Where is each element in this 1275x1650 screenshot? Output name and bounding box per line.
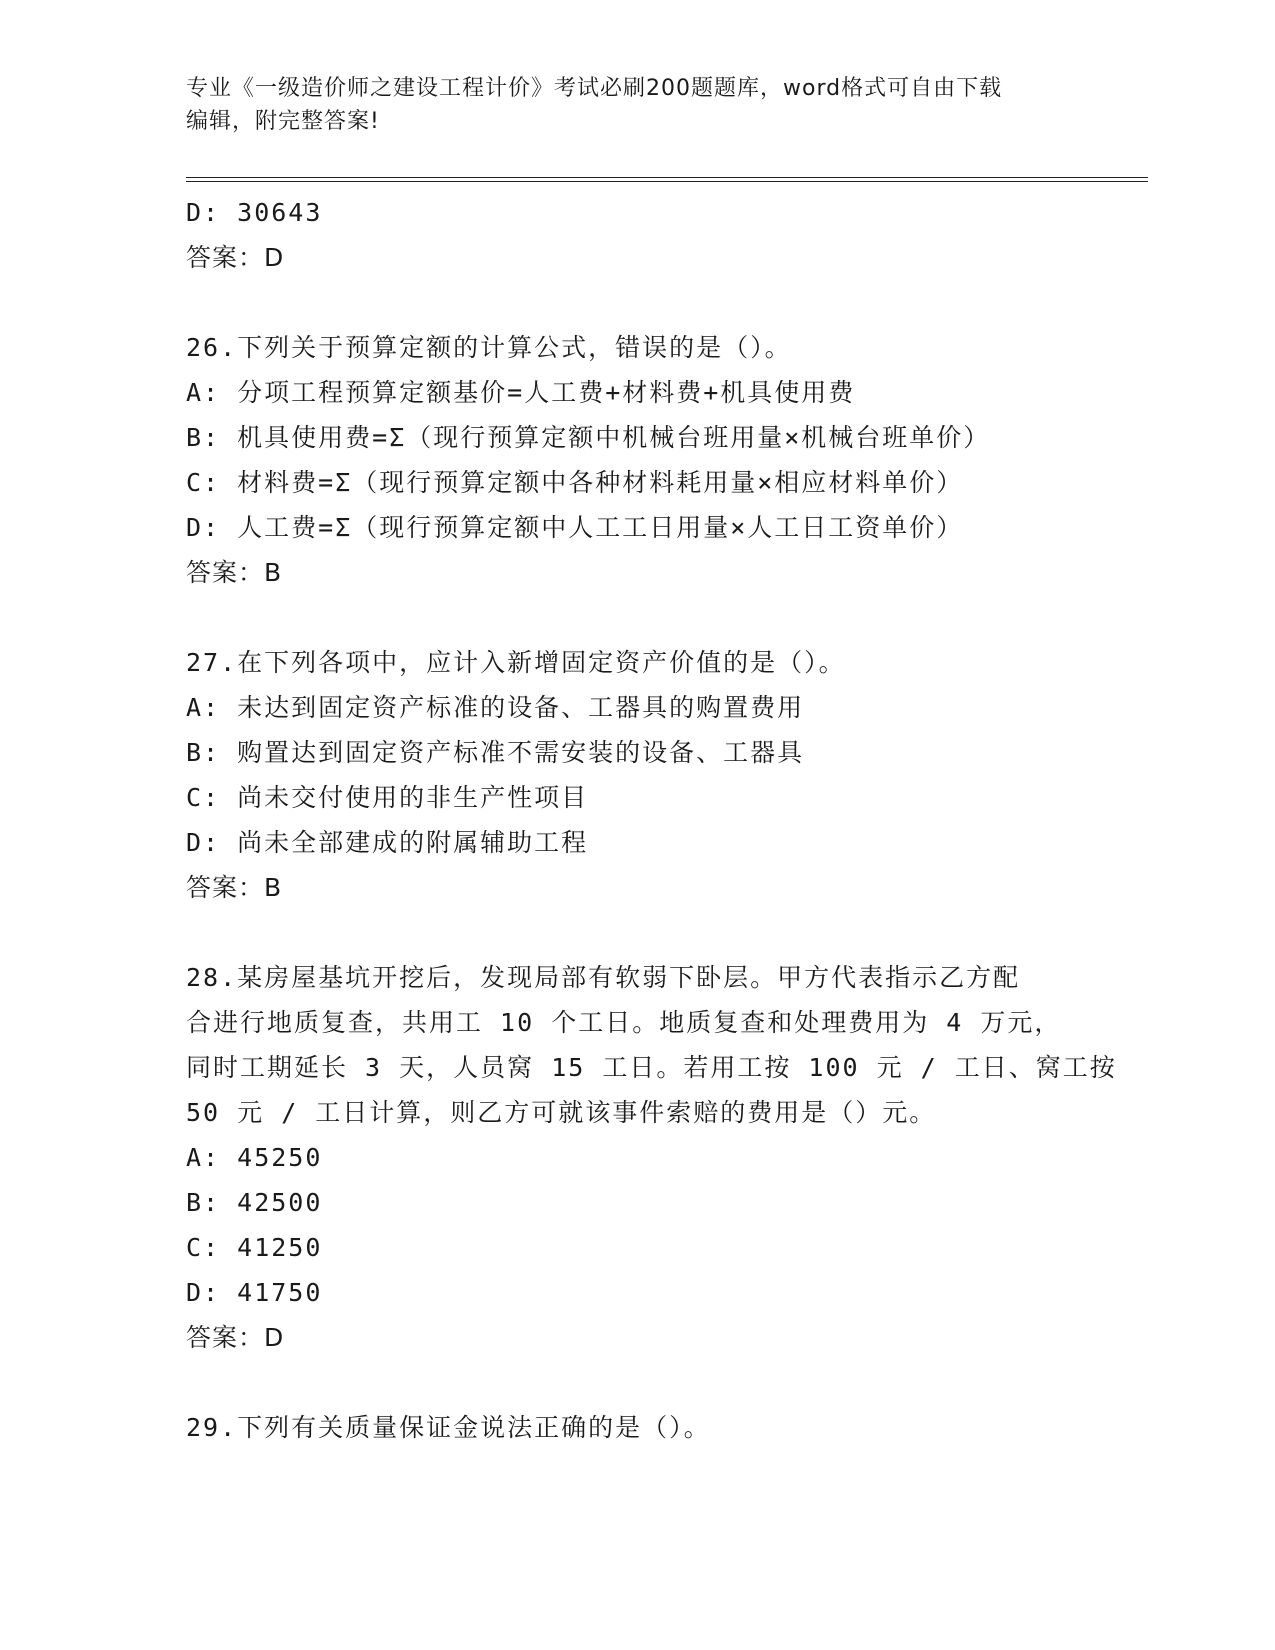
q28-question-line-1: 28.某房屋基坑开挖后，发现局部有软弱下卧层。甲方代表指示乙方配 bbox=[186, 963, 1021, 992]
q27-option-b: B: 购置达到固定资产标准不需安装的设备、工器具 bbox=[186, 738, 805, 767]
q26-answer: 答案：B bbox=[186, 558, 283, 587]
page-header bbox=[186, 72, 1086, 138]
q28-question-line-4: 50 元 / 工日计算，则乙方可就该事件索赔的费用是（）元。 bbox=[186, 1098, 937, 1127]
q26-option-c: C: 材料费=Σ（现行预算定额中各种材料耗用量×相应材料单价） bbox=[186, 468, 964, 497]
q28-option-c: C: 41250 bbox=[186, 1233, 323, 1262]
q28-question-line-3: 同时工期延长 3 天，人员窝 15 工日。若用工按 100 元 / 工日、窝工按 bbox=[186, 1053, 1117, 1082]
q27-answer: 答案：B bbox=[186, 873, 283, 902]
q27-option-c: C: 尚未交付使用的非生产性项目 bbox=[186, 783, 589, 812]
header-line-1: 专业《一级造价师之建设工程计价》考试必刷200题题库，word格式可自由下载 bbox=[186, 76, 1003, 101]
header-line-2: 编辑，附完整答案! bbox=[186, 109, 380, 134]
q27-question: 27.在下列各项中，应计入新增固定资产价值的是（）。 bbox=[186, 648, 846, 677]
question-26-block bbox=[186, 325, 1086, 595]
q26-option-a: A: 分项工程预算定额基价=人工费+材料费+机具使用费 bbox=[186, 378, 856, 407]
q28-option-b: B: 42500 bbox=[186, 1188, 323, 1217]
question-29-block bbox=[186, 1405, 1086, 1450]
q26-option-d: D: 人工费=Σ（现行预算定额中人工工日用量×人工日工资单价） bbox=[186, 513, 964, 542]
q28-option-a: A: 45250 bbox=[186, 1143, 323, 1172]
q27-option-a: A: 未达到固定资产标准的设备、工器具的购置费用 bbox=[186, 693, 805, 722]
header-divider-bottom bbox=[186, 181, 1148, 182]
header-divider-top bbox=[186, 177, 1148, 178]
q29-question: 29.下列有关质量保证金说法正确的是（）。 bbox=[186, 1413, 711, 1442]
q25-option-d: D: 30643 bbox=[186, 198, 323, 227]
q28-question-line-2: 合进行地质复查，共用工 10 个工日。地质复查和处理费用为 4 万元， bbox=[186, 1008, 1062, 1037]
q26-option-b: B: 机具使用费=Σ（现行预算定额中机械台班用量×机械台班单价） bbox=[186, 423, 991, 452]
q27-option-d: D: 尚未全部建成的附属辅助工程 bbox=[186, 828, 589, 857]
question-28-block bbox=[186, 955, 1117, 1360]
q28-option-d: D: 41750 bbox=[186, 1278, 323, 1307]
q28-answer: 答案：D bbox=[186, 1323, 285, 1352]
document-body bbox=[186, 190, 1117, 1450]
q25-answer: 答案：D bbox=[186, 243, 285, 272]
question-27-block bbox=[186, 640, 1086, 910]
question-25-block bbox=[186, 190, 1086, 280]
q26-question: 26.下列关于预算定额的计算公式，错误的是（）。 bbox=[186, 333, 792, 362]
